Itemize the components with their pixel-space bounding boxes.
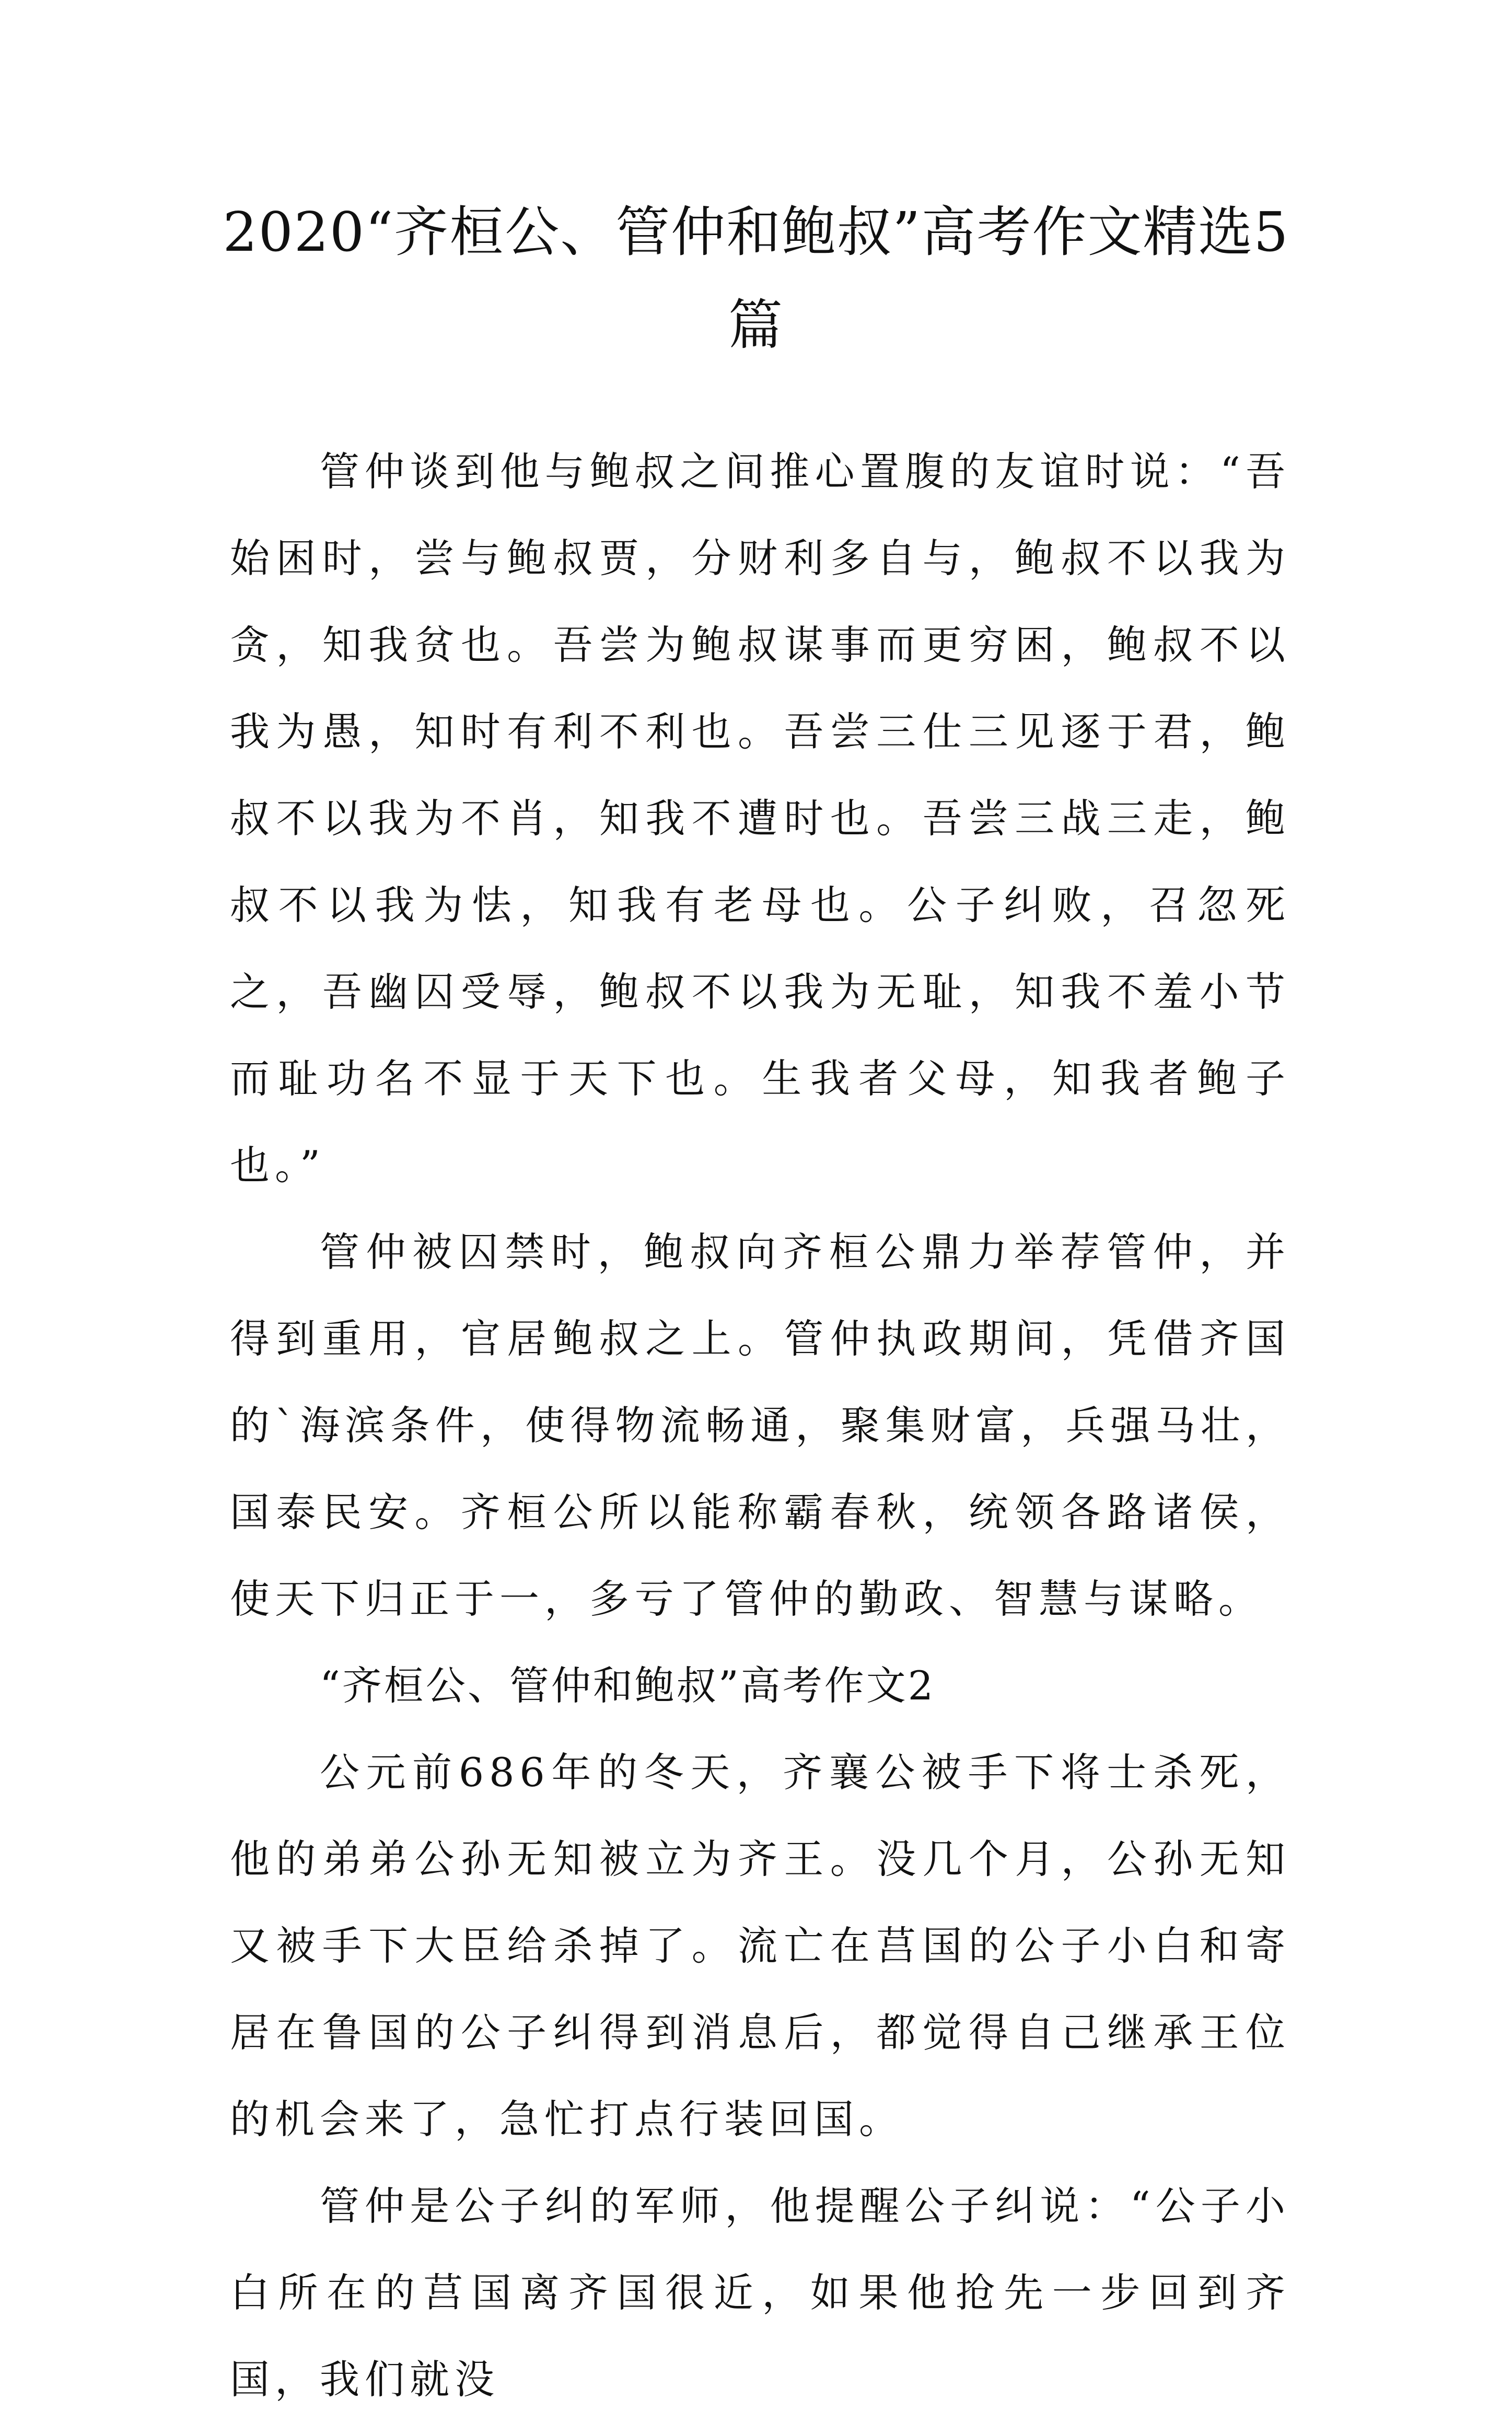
document-title: 2020“齐桓公、管仲和鲍叔”高考作文精选5篇 (223, 200, 1289, 357)
paragraph-2: 管仲被囚禁时，鲍叔向齐桓公鼎力举荐管仲，并得到重用，官居鲍叔之上。管仲执政期间，凭借齐国的`海滨条件，使得物流畅通，聚集财富，兵强马壮，国泰民安。齐桓公所以能称霸春秋，统领各路诸侯，使天下归正于一，多亏了管仲的勤政、智慧与谋略。 (230, 1229, 1290, 1622)
paragraph-1: 管仲谈到他与鲍叔之间推心置腹的友谊时说：“吾始困时，尝与鲍叔贾，分财利多自与，鲍叔不以我为贪，知我贫也。吾尝为鲍叔谋事而更穷困，鲍叔不以我为愚，知时有利不利也。吾尝三仕三见逐于君，鲍叔不以我为不肖，知我不遭时也。吾尝三战三走，鲍叔不以我为怯，知我有老母也。公子纠败，召忽死之，吾幽囚受辱，鲍叔不以我为无耻，知我不羞小节而耻功名不显于天下也。生我者父母，知我者鲍子也。” (230, 448, 1290, 1189)
paragraph-3: 公元前686年的冬天，齐襄公被手下将士杀死，他的弟弟公孙无知被立为齐王。没几个月，公孙无知又被手下大臣给杀掉了。流亡在莒国的公子小白和寄居在鲁国的公子纠得到消息后，都觉得自己继承王位的机会来了，急忙打点行装回国。 (230, 1749, 1290, 2142)
document-body (230, 428, 1290, 2423)
section-heading: “齐桓公、管仲和鲍叔”高考作文2 (320, 1662, 936, 1709)
paragraph-4: 管仲是公子纠的军师，他提醒公子纠说：“公子小白所在的莒国离齐国很近，如果他抢先一步回到齐国，我们就没 (230, 2183, 1290, 2403)
